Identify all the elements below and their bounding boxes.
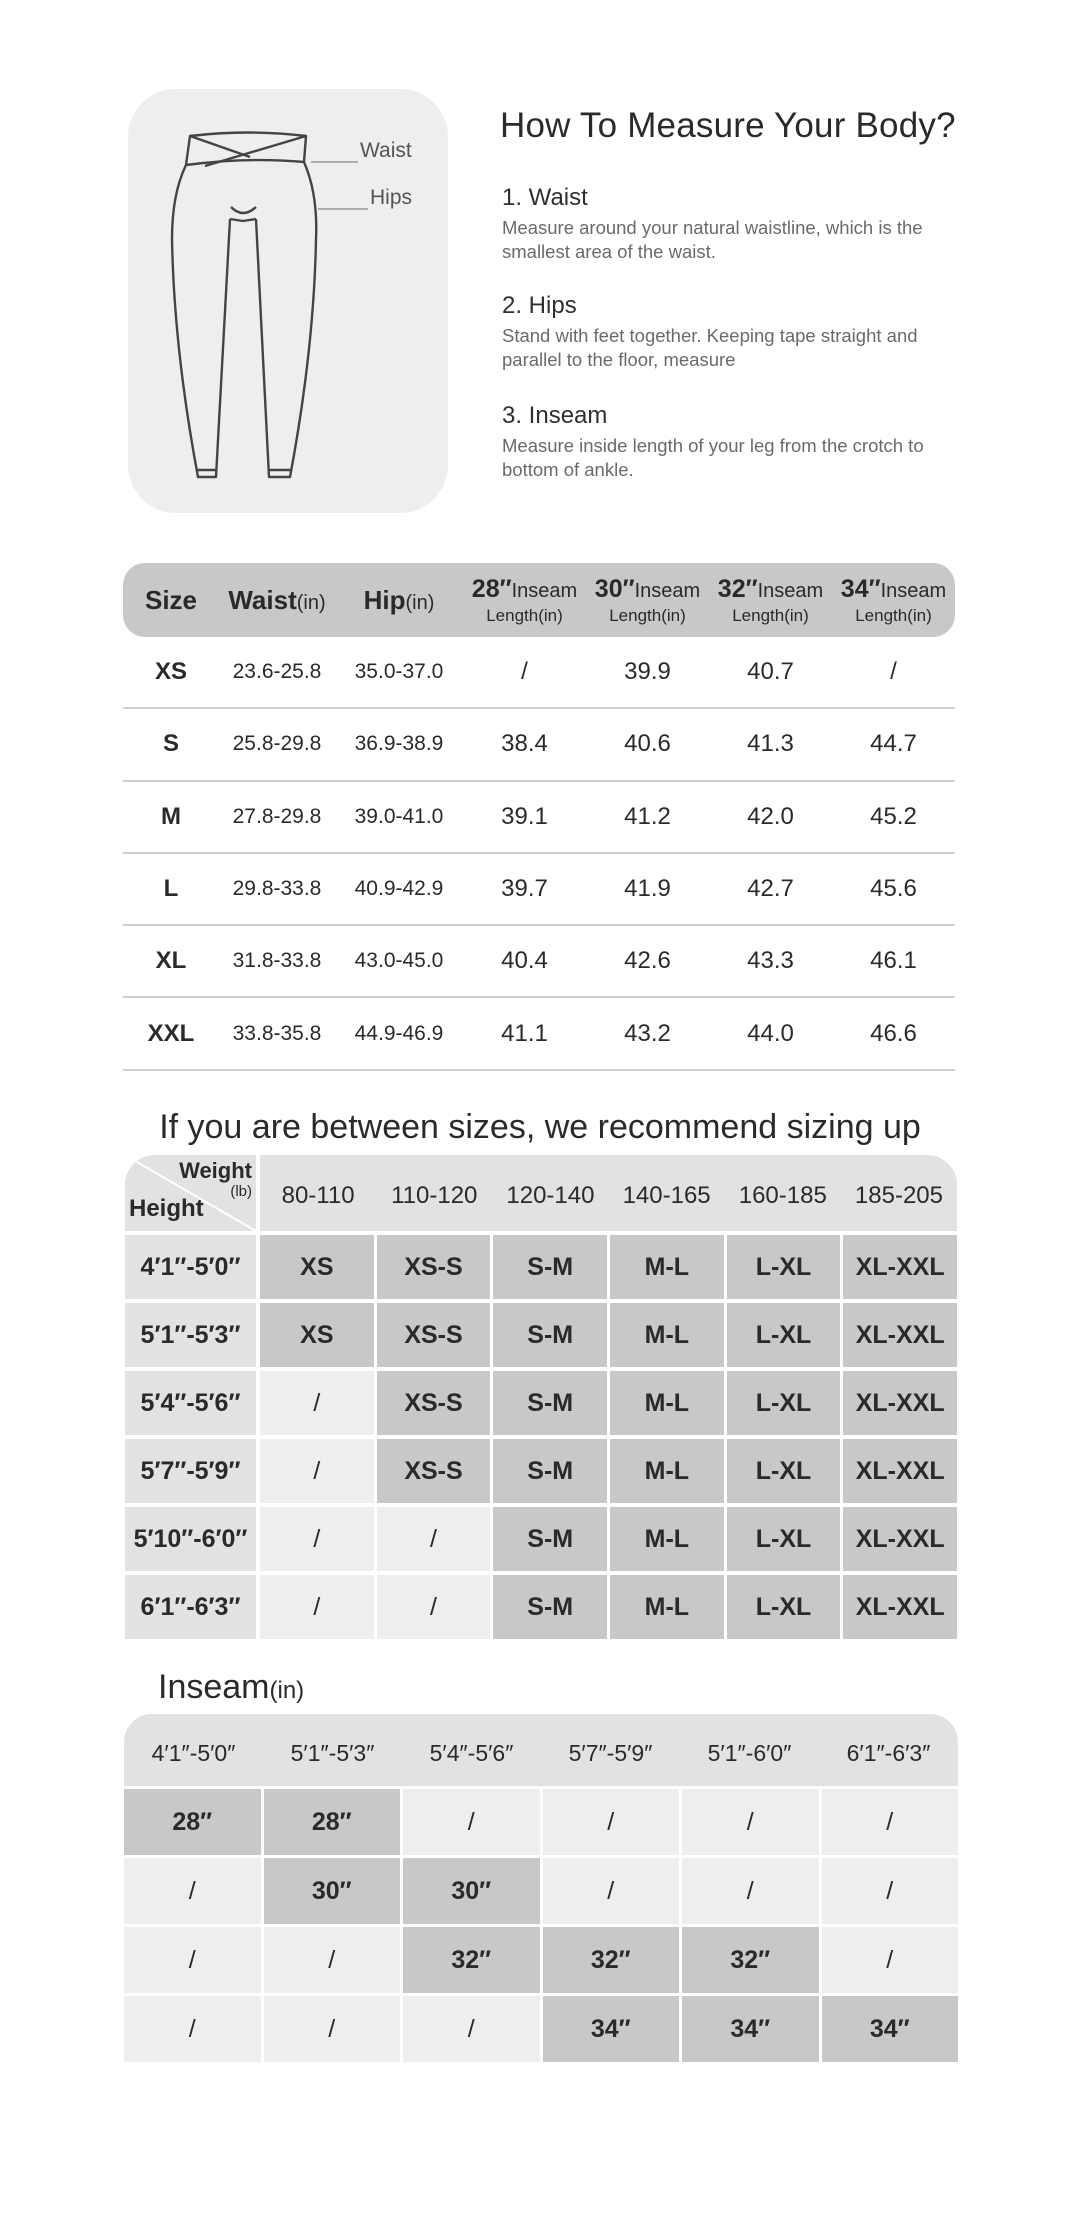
size-value: 45.6	[870, 875, 917, 903]
header-hip: Hip(in)	[363, 584, 435, 615]
header-inseam-30: 30″Inseam Length(in)	[594, 574, 701, 625]
recommendation-title: If you are between sizes, we recommend sizing up	[159, 1108, 921, 1146]
recommended-size-cell: /	[260, 1371, 377, 1435]
recommended-size-cell: XL-XXL	[843, 1303, 957, 1367]
size-label: XS	[154, 658, 187, 686]
recommended-size-cell: L-XL	[727, 1575, 844, 1639]
recommended-size-cell: S-M	[493, 1371, 610, 1435]
recommended-size-cell: M-L	[610, 1235, 727, 1299]
recommended-size-cell: XS-S	[377, 1235, 494, 1299]
size-value: 44.0	[747, 1019, 794, 1047]
inseam-row	[124, 1855, 958, 1924]
hw-row	[125, 1571, 957, 1639]
recommended-size-cell: /	[377, 1575, 494, 1639]
size-value: 46.6	[870, 1019, 917, 1047]
height-range-label: 5′10″-6′0″	[125, 1507, 260, 1571]
page-title: How To Measure Your Body?	[500, 106, 956, 145]
size-value: 43.3	[747, 947, 794, 975]
inseam-value-cell: /	[264, 1996, 404, 2062]
step-hips	[502, 292, 982, 372]
size-value: 44.9-46.9	[354, 1021, 444, 1045]
inseam-height-header: 5′7″-5′9″	[568, 1739, 653, 1766]
recommended-size-cell: XS	[260, 1303, 377, 1367]
height-weight-table	[125, 1155, 957, 1639]
inseam-height-header: 5′1″-5′3″	[290, 1739, 375, 1766]
size-value: 41.1	[501, 1019, 548, 1047]
size-value: 44.7	[870, 730, 917, 758]
recommended-size-cell: XL-XXL	[843, 1439, 957, 1503]
recommended-size-cell: XS-S	[377, 1439, 494, 1503]
weight-range-header: 185-205	[854, 1182, 943, 1209]
recommended-size-cell: /	[260, 1439, 377, 1503]
recommended-size-cell: M-L	[610, 1575, 727, 1639]
inseam-row	[124, 1786, 958, 1855]
header-size: Size	[144, 584, 198, 615]
inseam-value-cell: /	[403, 1996, 543, 2062]
size-label: S	[162, 730, 179, 758]
recommended-size-cell: L-XL	[727, 1235, 844, 1299]
inseam-title: Inseam(in)	[158, 1668, 305, 1706]
inseam-value-cell: /	[543, 1789, 683, 1855]
size-value: 35.0-37.0	[354, 660, 444, 684]
size-row	[123, 854, 955, 926]
inseam-table-header	[124, 1714, 958, 1786]
weight-range-header: 80-110	[281, 1182, 355, 1209]
recommended-size-cell: S-M	[493, 1575, 610, 1639]
size-value: /	[521, 658, 528, 686]
hw-row	[125, 1299, 957, 1367]
recommended-size-cell: M-L	[610, 1439, 727, 1503]
step-heading: 3. Inseam	[502, 402, 608, 429]
size-value: 39.9	[624, 658, 671, 686]
hw-row	[125, 1503, 957, 1571]
height-label: Height	[129, 1195, 204, 1222]
height-range-label: 6′1″-6′3″	[125, 1575, 260, 1639]
recommended-size-cell: L-XL	[727, 1507, 844, 1571]
recommended-size-cell: M-L	[610, 1507, 727, 1571]
size-value: 31.8-33.8	[232, 949, 322, 973]
waist-label: Waist	[360, 139, 412, 162]
recommended-size-cell: L-XL	[727, 1439, 844, 1503]
step-heading: 1. Waist	[502, 184, 588, 211]
height-range-label: 5′4″-5′6″	[125, 1371, 260, 1435]
size-value: 42.6	[624, 947, 671, 975]
recommended-size-cell: M-L	[610, 1303, 727, 1367]
recommended-size-cell: S-M	[493, 1507, 610, 1571]
height-range-label: 5′7″-5′9″	[125, 1439, 260, 1503]
size-value: 36.9-38.9	[354, 732, 444, 756]
recommended-size-cell: XS	[260, 1235, 377, 1299]
recommended-size-cell: S-M	[493, 1235, 610, 1299]
inseam-value-cell: 28″	[264, 1789, 404, 1855]
size-label: XL	[155, 947, 187, 975]
inseam-value-cell: /	[124, 1996, 264, 2062]
inseam-value-cell: 28″	[124, 1789, 264, 1855]
step-heading: 2. Hips	[502, 292, 577, 319]
size-value: 42.0	[747, 802, 794, 830]
inseam-value-cell: 34″	[682, 1996, 822, 2062]
hw-row	[125, 1367, 957, 1435]
recommended-size-cell: /	[260, 1507, 377, 1571]
size-label: XXL	[147, 1019, 195, 1047]
inseam-value-cell: 32″	[543, 1927, 683, 1993]
recommended-size-cell: XS-S	[377, 1371, 494, 1435]
inseam-table	[124, 1714, 958, 2062]
step-text: Measure inside length of your leg from the crotch to bottom of ankle.	[502, 435, 924, 480]
header-waist: Waist(in)	[228, 584, 326, 615]
size-value: 42.7	[747, 875, 794, 903]
size-row	[123, 709, 955, 781]
inseam-height-header: 5′1″-6′0″	[707, 1739, 792, 1766]
size-value: 25.8-29.8	[232, 732, 322, 756]
recommended-size-cell: L-XL	[727, 1303, 844, 1367]
size-value: 40.6	[624, 730, 671, 758]
hw-corner-cell	[125, 1155, 260, 1231]
size-value: 45.2	[870, 802, 917, 830]
hw-table-header	[125, 1155, 957, 1231]
size-chart-table	[123, 563, 955, 1071]
inseam-value-cell: 34″	[543, 1996, 683, 2062]
size-value: 43.0-45.0	[354, 949, 444, 973]
size-value: 27.8-29.8	[232, 804, 322, 828]
size-row	[123, 782, 955, 854]
size-table-header	[123, 563, 955, 637]
size-value: 29.8-33.8	[232, 877, 322, 901]
inseam-value-cell: /	[682, 1789, 822, 1855]
inseam-row	[124, 1993, 958, 2062]
size-value: 41.2	[624, 802, 671, 830]
weight-unit: (lb)	[230, 1183, 252, 1200]
inseam-value-cell: 30″	[264, 1858, 404, 1924]
recommended-size-cell: M-L	[610, 1371, 727, 1435]
inseam-value-cell: 30″	[403, 1858, 543, 1924]
size-value: 23.6-25.8	[232, 660, 322, 684]
size-value: /	[890, 658, 897, 686]
weight-range-header: 140-165	[622, 1182, 711, 1209]
recommended-size-cell: XL-XXL	[843, 1575, 957, 1639]
hw-row	[125, 1435, 957, 1503]
inseam-height-header: 5′4″-5′6″	[429, 1739, 514, 1766]
size-value: 39.0-41.0	[354, 804, 444, 828]
inseam-value-cell: /	[822, 1927, 959, 1993]
inseam-value-cell: 32″	[682, 1927, 822, 1993]
size-value: 40.9-42.9	[354, 877, 444, 901]
size-value: 40.4	[501, 947, 548, 975]
size-row	[123, 998, 955, 1070]
size-label: M	[161, 802, 181, 830]
inseam-height-header: 4′1″-5′0″	[151, 1739, 236, 1766]
step-waist	[502, 184, 982, 264]
step-text: Stand with feet together. Keeping tape straight and parallel to the floor, measure	[502, 325, 918, 370]
recommended-size-cell: S-M	[493, 1439, 610, 1503]
header-inseam-28: 28″Inseam Length(in)	[471, 574, 578, 625]
height-range-label: 4′1″-5′0″	[125, 1235, 260, 1299]
size-row	[123, 926, 955, 998]
recommended-size-cell: /	[377, 1507, 494, 1571]
size-value: 38.4	[501, 730, 548, 758]
size-value: 43.2	[624, 1019, 671, 1047]
header-inseam-34: 34″Inseam Length(in)	[840, 574, 947, 625]
height-range-label: 5′1″-5′3″	[125, 1303, 260, 1367]
inseam-row	[124, 1924, 958, 1993]
header-inseam-32: 32″Inseam Length(in)	[717, 574, 824, 625]
hw-row	[125, 1231, 957, 1299]
inseam-value-cell: /	[822, 1789, 959, 1855]
inseam-value-cell: /	[403, 1789, 543, 1855]
hips-label: Hips	[370, 186, 413, 209]
leggings-figure-card	[128, 89, 448, 513]
inseam-value-cell: 34″	[822, 1996, 959, 2062]
recommended-size-cell: XS-S	[377, 1303, 494, 1367]
size-value: 33.8-35.8	[232, 1021, 322, 1045]
inseam-value-cell: /	[124, 1927, 264, 1993]
inseam-value-cell: 32″	[403, 1927, 543, 1993]
recommended-size-cell: S-M	[493, 1303, 610, 1367]
size-label: L	[163, 875, 179, 903]
weight-label: Weight	[179, 1158, 252, 1183]
step-inseam	[502, 402, 982, 482]
weight-range-header: 110-120	[391, 1182, 478, 1209]
size-value: 41.3	[747, 730, 794, 758]
recommended-size-cell: L-XL	[727, 1371, 844, 1435]
recommended-size-cell: XL-XXL	[843, 1507, 957, 1571]
inseam-value-cell: /	[124, 1858, 264, 1924]
recommended-size-cell: XL-XXL	[843, 1371, 957, 1435]
inseam-value-cell: /	[822, 1858, 959, 1924]
step-text: Measure around your natural waistline, which is the smallest area of the waist.	[502, 217, 923, 262]
measure-instructions	[500, 106, 980, 480]
size-value: 39.7	[501, 875, 548, 903]
recommended-size-cell: XL-XXL	[843, 1235, 957, 1299]
size-value: 39.1	[501, 802, 548, 830]
weight-range-header: 120-140	[506, 1182, 595, 1209]
size-value: 40.7	[747, 658, 794, 686]
size-value: 41.9	[624, 875, 671, 903]
inseam-value-cell: /	[682, 1858, 822, 1924]
inseam-value-cell: /	[264, 1927, 404, 1993]
inseam-value-cell: /	[543, 1858, 683, 1924]
inseam-height-header: 6′1″-6′3″	[846, 1739, 931, 1766]
recommended-size-cell: /	[260, 1575, 377, 1639]
weight-range-header: 160-185	[738, 1182, 827, 1209]
size-value: 46.1	[870, 947, 917, 975]
size-row	[123, 637, 955, 709]
